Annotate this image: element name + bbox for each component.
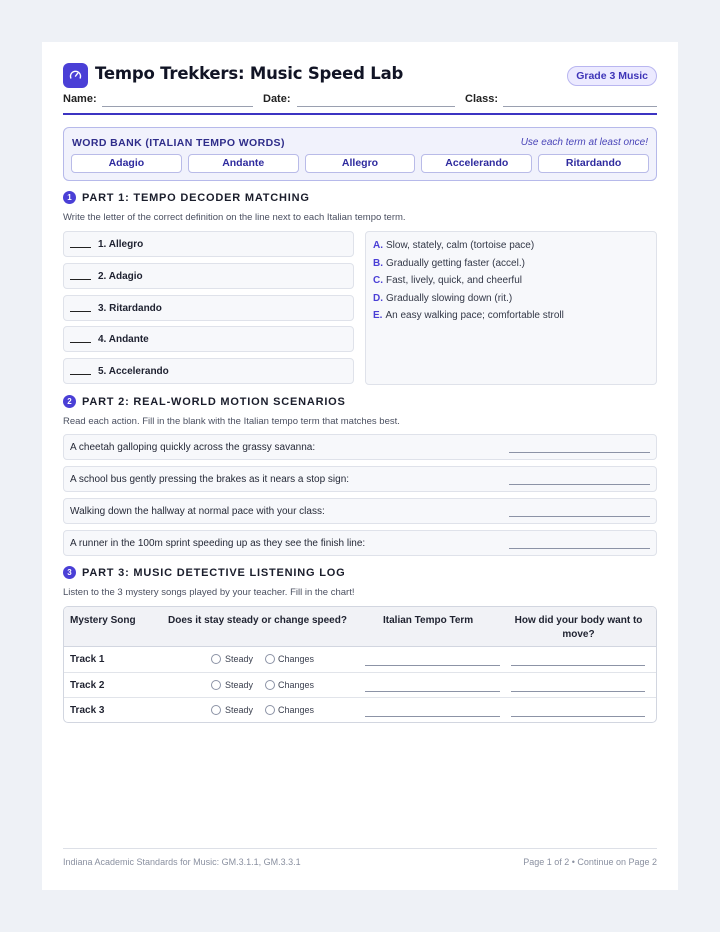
- changes-radio[interactable]: [265, 680, 275, 690]
- class-field[interactable]: [503, 106, 657, 107]
- name-label: Name:: [63, 93, 97, 105]
- tempo-term: 3. Ritardando: [98, 302, 162, 314]
- column-header-term: Italian Tempo Term: [383, 615, 474, 626]
- tempo-term: 1. Allegro: [98, 239, 144, 250]
- matching-row: [63, 326, 354, 352]
- steady-radio[interactable]: [211, 705, 221, 715]
- tempo-term-blank[interactable]: [365, 691, 500, 692]
- student-info-fields: [63, 93, 657, 109]
- standards-note: Indiana Academic Standards for Music: GM.3.1.1, GM.3.3.1: [63, 857, 301, 867]
- definition-item: [373, 239, 649, 257]
- definition-item: [373, 309, 649, 327]
- tempo-term-blank[interactable]: [365, 665, 500, 666]
- definition-letter: E.: [373, 310, 383, 322]
- scenario-text: A school bus gently pressing the brakes as it nears a stop sign:: [70, 474, 350, 485]
- scenario-answer-blank[interactable]: [509, 484, 650, 485]
- definition-letter: D.: [373, 292, 383, 304]
- definitions-box: [365, 231, 657, 385]
- word-bank-item: Ritardando: [538, 154, 649, 173]
- scenario-row: [63, 498, 657, 524]
- steady-radio[interactable]: [211, 680, 221, 690]
- steady-label: Steady: [225, 705, 254, 715]
- footer-divider: [63, 848, 657, 849]
- scenario-answer-blank[interactable]: [509, 516, 650, 517]
- definition-letter: B.: [373, 257, 383, 269]
- word-bank-item: Adagio: [71, 154, 182, 173]
- worksheet-page: [42, 42, 678, 890]
- changes-label: Changes: [278, 654, 315, 664]
- tempo-term: 4. Andante: [98, 334, 149, 346]
- column-header-song: Mystery Song: [70, 615, 136, 626]
- table-row: [64, 673, 656, 699]
- answer-blank[interactable]: [70, 342, 91, 343]
- part1-instructions: Write the letter of the correct definition on the line next to each Italian tempo term.: [63, 212, 406, 223]
- part1-title: PART 1: TEMPO DECODER MATCHING: [82, 191, 310, 204]
- table-header: [64, 607, 656, 647]
- scenario-row: [63, 530, 657, 556]
- word-bank-note: Use each term at least once!: [520, 137, 648, 148]
- definition-item: [373, 257, 649, 275]
- changes-label: Changes: [278, 705, 315, 715]
- movement-blank[interactable]: [511, 665, 645, 666]
- movement-blank[interactable]: [511, 691, 645, 692]
- name-field[interactable]: [102, 106, 253, 107]
- class-label: Class:: [465, 93, 499, 105]
- definition-item: [373, 292, 649, 310]
- changes-label: Changes: [278, 679, 315, 690]
- page-title: Tempo Trekkers: Music Speed Lab: [95, 64, 404, 83]
- word-bank-item: Accelerando: [421, 154, 532, 173]
- matching-row: [63, 295, 354, 321]
- matching-terms: [63, 231, 354, 390]
- definition-text: An easy walking pace; comfortable stroll: [385, 310, 564, 322]
- definition-text: Gradually getting faster (accel.): [386, 257, 525, 269]
- track-name: Track 1: [70, 654, 105, 665]
- steady-label: Steady: [225, 679, 254, 690]
- part1-heading: [63, 191, 310, 204]
- word-bank-item: Andante: [188, 154, 299, 173]
- word-bank-title: WORD BANK (ITALIAN TEMPO WORDS): [72, 137, 285, 149]
- part2-title: PART 2: REAL-WORLD MOTION SCENARIOS: [82, 395, 346, 408]
- part1-number-badge: 1: [63, 191, 76, 204]
- answer-blank[interactable]: [70, 311, 91, 312]
- definition-letter: C.: [373, 275, 383, 287]
- answer-blank[interactable]: [70, 374, 91, 375]
- word-bank-list: [71, 154, 649, 173]
- scenario-text: A cheetah galloping quickly across the grassy savanna:: [70, 442, 316, 453]
- tempo-term: 5. Accelerando: [98, 366, 169, 378]
- page-indicator: Page 1 of 2 • Continue on Page 2: [523, 857, 657, 867]
- table-row: [64, 698, 656, 723]
- listening-log-table: [63, 606, 657, 723]
- definition-item: [373, 274, 649, 292]
- scenario-row: [63, 466, 657, 492]
- definition-text: Gradually slowing down (rit.): [386, 292, 513, 304]
- answer-blank[interactable]: [70, 279, 91, 280]
- grade-badge: Grade 3 Music: [567, 66, 657, 86]
- word-bank: [63, 127, 657, 181]
- tempo-term: 2. Adagio: [98, 270, 143, 282]
- part2-instructions: Read each action. Fill in the blank with the Italian tempo term that matches best.: [63, 416, 400, 427]
- definition-letter: A.: [373, 240, 383, 251]
- part3-number-badge: 3: [63, 566, 76, 579]
- date-field[interactable]: [297, 106, 455, 107]
- header-divider: [63, 113, 657, 115]
- track-name: Track 2: [70, 679, 105, 691]
- steady-label: Steady: [225, 654, 254, 664]
- gauge-icon: [63, 63, 88, 88]
- column-header-movement: How did your body want to move?: [514, 615, 643, 640]
- scenario-text: Walking down the hallway at normal pace with your class:: [70, 506, 325, 517]
- part3-title: PART 3: MUSIC DETECTIVE LISTENING LOG: [82, 566, 346, 579]
- part2-number-badge: 2: [63, 395, 76, 408]
- word-bank-item: Allegro: [305, 154, 416, 173]
- matching-row: [63, 263, 354, 289]
- changes-radio[interactable]: [265, 705, 275, 715]
- part2-heading: [63, 395, 346, 408]
- matching-row: [63, 231, 354, 257]
- part3-instructions: Listen to the 3 mystery songs played by your teacher. Fill in the chart!: [63, 587, 355, 598]
- scenario-row: [63, 434, 657, 460]
- worksheet-header: [63, 42, 657, 124]
- table-row: [64, 647, 656, 673]
- scenario-answer-blank[interactable]: [509, 548, 650, 549]
- answer-blank[interactable]: [70, 247, 91, 248]
- definition-text: Slow, stately, calm (tortoise pace): [386, 240, 535, 251]
- steady-radio[interactable]: [211, 654, 221, 664]
- track-name: Track 3: [70, 705, 105, 716]
- scenario-answer-blank[interactable]: [509, 452, 650, 453]
- movement-blank[interactable]: [511, 716, 645, 717]
- matching-row: [63, 358, 354, 384]
- scenario-text: A runner in the 100m sprint speeding up as they see the finish line:: [70, 538, 366, 549]
- changes-radio[interactable]: [265, 654, 275, 664]
- part3-heading: [63, 566, 345, 579]
- tempo-term-blank[interactable]: [365, 716, 500, 717]
- column-header-speed: Does it stay steady or change speed?: [168, 615, 347, 626]
- date-label: Date:: [263, 93, 291, 105]
- definition-text: Fast, lively, quick, and cheerful: [386, 275, 522, 287]
